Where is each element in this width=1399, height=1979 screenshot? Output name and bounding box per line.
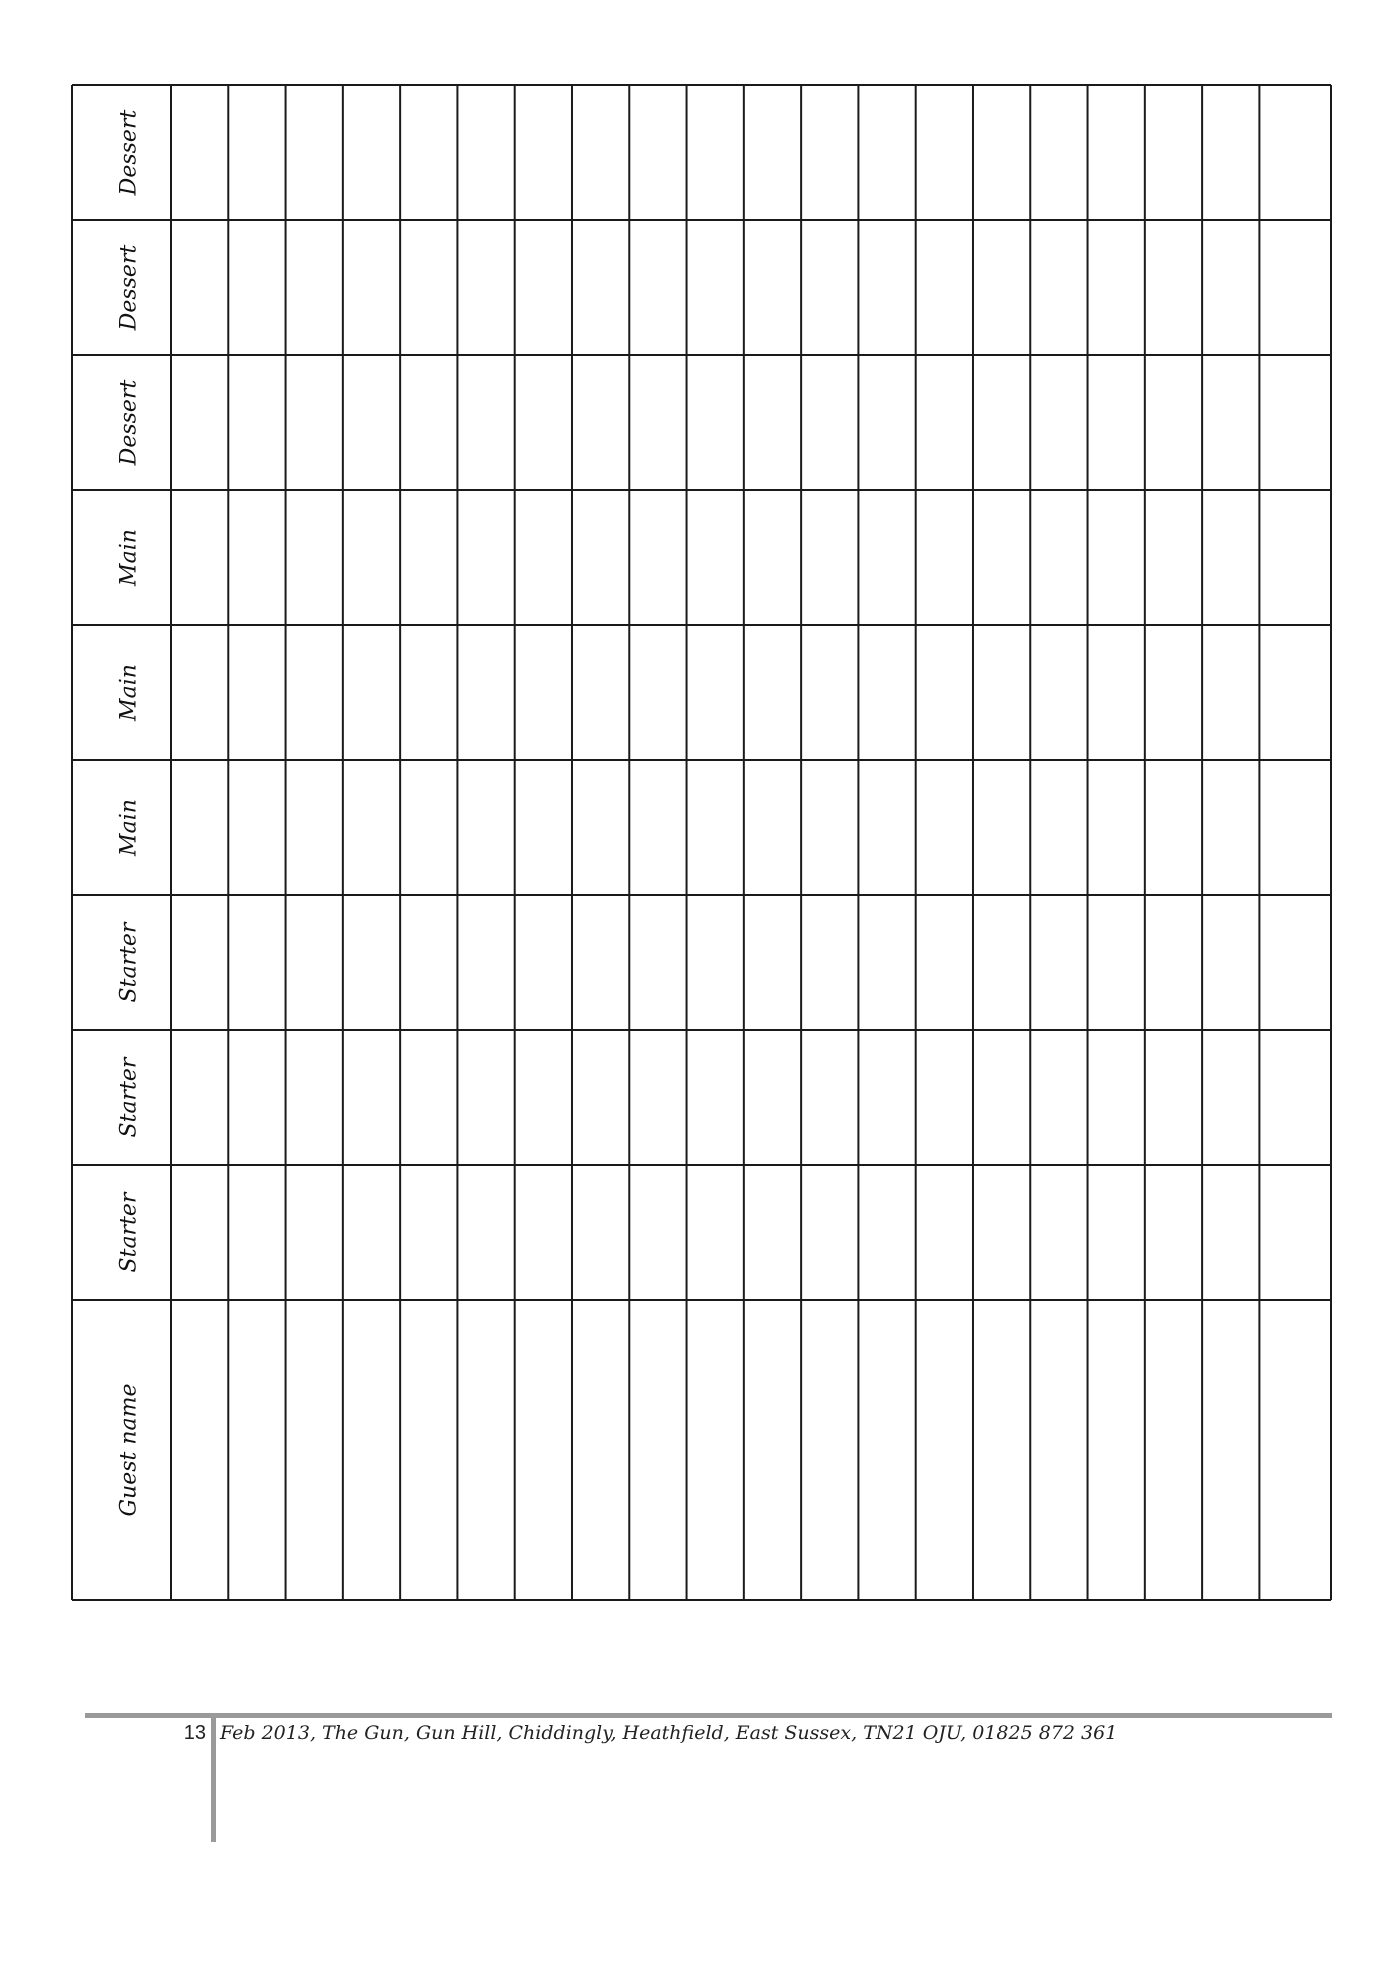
column-header-starter: Starter [116,1192,142,1273]
footer-rule [85,1713,1332,1718]
column-header-starter: Starter [116,1057,142,1138]
column-header-guest-name: Guest name [116,1383,142,1517]
column-header-dessert: Dessert [116,244,142,331]
column-header-main: Main [116,529,142,586]
column-header-main: Main [116,664,142,721]
footer-divider [211,1713,216,1842]
column-header-starter: Starter [116,922,142,1003]
column-header-dessert: Dessert [116,379,142,466]
column-header-dessert: Dessert [116,109,142,196]
page-number: 13 [183,1722,206,1744]
footer-address: Feb 2013, The Gun, Gun Hill, Chiddingly, Heathfield, East Sussex, TN21 OJU, 01825 872 361 [220,1722,1118,1744]
column-header-main: Main [116,799,142,856]
